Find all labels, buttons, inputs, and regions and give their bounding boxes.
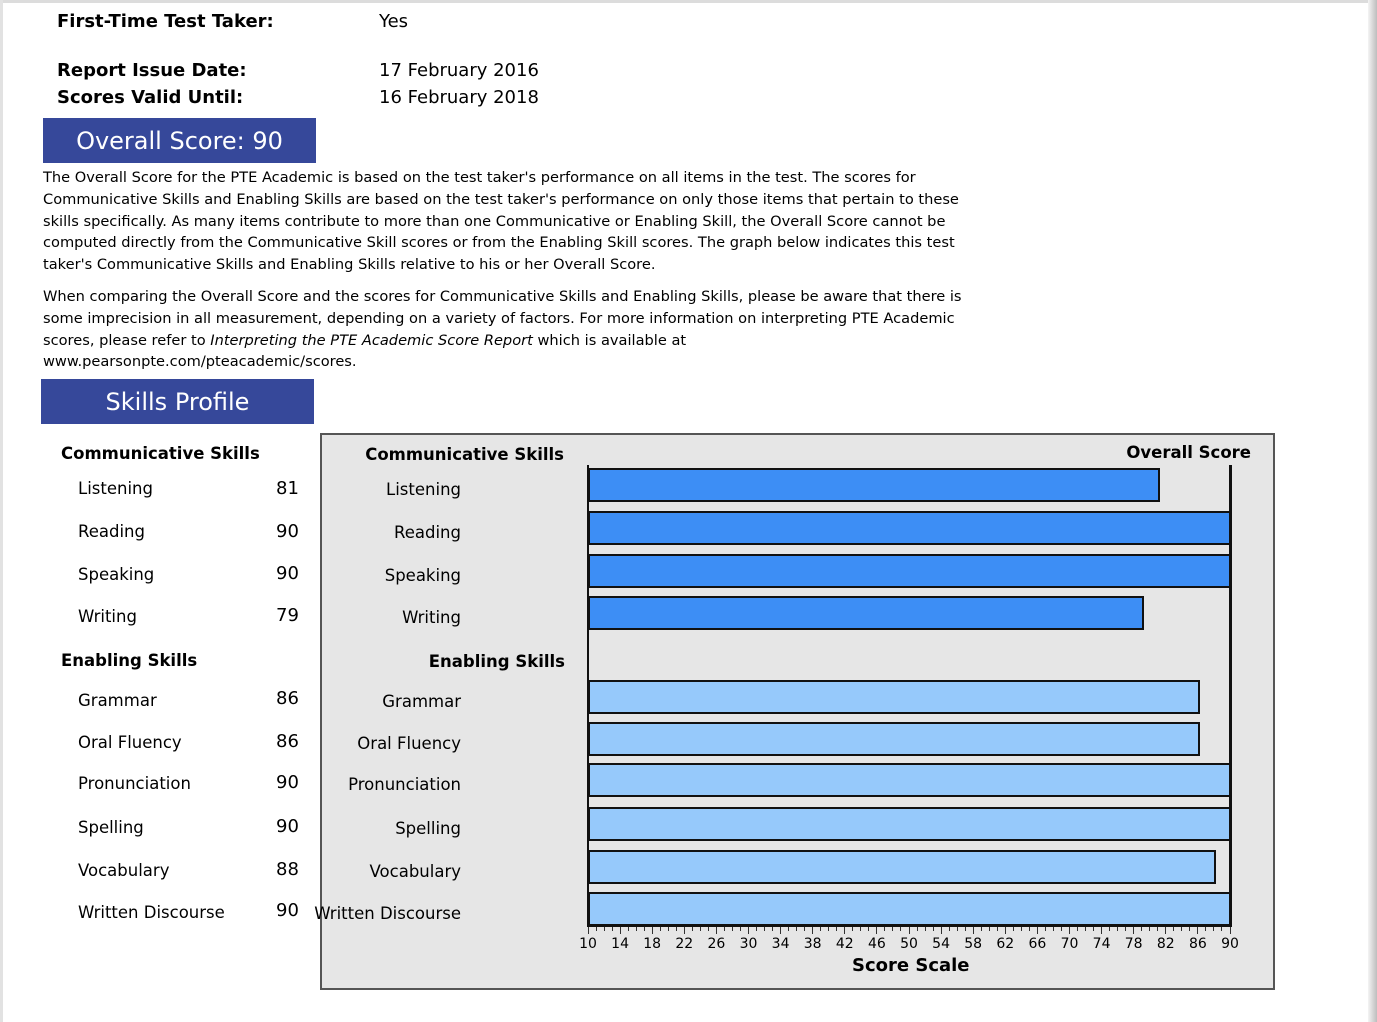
x-minor-tick	[1181, 927, 1182, 931]
x-minor-tick	[1213, 927, 1214, 931]
bar-oral-fluency	[588, 722, 1200, 756]
x-minor-tick	[1125, 927, 1126, 931]
skill-name-vocabulary: Vocabulary	[78, 861, 170, 880]
x-minor-tick	[1173, 927, 1174, 931]
x-minor-tick	[1085, 927, 1086, 931]
x-minor-tick	[1093, 927, 1094, 931]
x-minor-tick	[1205, 927, 1206, 931]
x-minor-tick	[676, 927, 677, 931]
x-major-tick	[844, 927, 845, 934]
score-report-guide-title: Interpreting the PTE Academic Score Report	[210, 331, 533, 349]
chart-label-pronunciation: Pronunciation	[348, 775, 461, 794]
x-minor-tick	[1109, 927, 1110, 931]
paragraph-2-text-b: which is available at www.pearsonpte.com/pteacademic/scores.	[43, 331, 687, 371]
x-minor-tick	[949, 927, 950, 931]
x-minor-tick	[989, 927, 990, 931]
skill-score-oral-fluency: 86	[276, 731, 299, 752]
chart-enabling-heading: Enabling Skills	[428, 652, 565, 671]
skill-score-writing: 79	[276, 605, 299, 626]
x-minor-tick	[692, 927, 693, 931]
x-minor-tick	[628, 927, 629, 931]
overall-paragraph-1: The Overall Score for the PTE Academic is based on the test taker's performance on all items in the test. The scores for Communicative Skills and Enabling Skills are based on the test taker's performance on only those items that pertain to these skills specifically. As many items contribute to more than one Communicative or Enabling Skill, the Overall Score cannot be computed directly from the Communicative Skill scores or from the Enabling Skill scores. The graph below indicates this test taker's Communicative Skills and Enabling Skills relative to his or her Overall Score.	[43, 169, 959, 274]
bar-written-discourse	[588, 892, 1232, 926]
chart-label-listening: Listening	[386, 480, 461, 499]
x-minor-tick	[644, 927, 645, 931]
chart-communicative-heading: Communicative Skills	[365, 445, 564, 464]
x-minor-tick	[1013, 927, 1014, 931]
x-major-tick	[812, 927, 813, 934]
x-minor-tick	[772, 927, 773, 931]
x-tick-label-82: 82	[1156, 936, 1175, 952]
x-minor-tick	[732, 927, 733, 931]
skill-name-pronunciation: Pronunciation	[78, 774, 191, 793]
x-minor-tick	[1157, 927, 1158, 931]
x-major-tick	[1101, 927, 1102, 934]
x-minor-tick	[708, 927, 709, 931]
overall-paragraph-2	[43, 286, 993, 373]
skill-score-listening: 81	[276, 478, 299, 499]
chart-label-reading: Reading	[394, 523, 461, 542]
paragraph-2-text-a: When comparing the Overall Score and the scores for Communicative Skills and Enabling Skills, please be aware that there is some imprecision in all measurement, depending on a variety of factors. For more information on interpreting PTE Academic scores, please refer to	[43, 288, 962, 349]
x-tick-label-30: 30	[739, 936, 758, 952]
x-major-tick	[1005, 927, 1006, 934]
skill-score-speaking: 90	[276, 563, 299, 584]
bar-writing	[588, 596, 1144, 630]
x-tick-label-46: 46	[867, 936, 886, 952]
x-minor-tick	[852, 927, 853, 931]
x-minor-tick	[836, 927, 837, 931]
x-tick-label-18: 18	[643, 936, 662, 952]
x-minor-tick	[668, 927, 669, 931]
page-right-edge	[1368, 0, 1377, 1022]
x-tick-label-66: 66	[1028, 936, 1047, 952]
x-minor-tick	[868, 927, 869, 931]
chart-x-axis-title: Score Scale	[852, 955, 970, 976]
x-major-tick	[1037, 927, 1038, 934]
bar-vocabulary	[588, 850, 1216, 884]
valid-until-value: 16 February 2018	[379, 87, 539, 108]
x-minor-tick	[636, 927, 637, 931]
x-minor-tick	[1045, 927, 1046, 931]
x-tick-label-10: 10	[579, 936, 597, 952]
x-minor-tick	[965, 927, 966, 931]
bar-reading	[588, 511, 1232, 545]
x-tick-label-86: 86	[1188, 936, 1207, 952]
x-minor-tick	[981, 927, 982, 931]
x-minor-tick	[1029, 927, 1030, 931]
x-major-tick	[1133, 927, 1134, 934]
x-major-tick	[1197, 927, 1198, 934]
x-minor-tick	[764, 927, 765, 931]
x-major-tick	[780, 927, 781, 934]
x-minor-tick	[917, 927, 918, 931]
x-tick-label-58: 58	[964, 936, 983, 952]
x-minor-tick	[1149, 927, 1150, 931]
x-minor-tick	[804, 927, 805, 931]
skill-name-listening: Listening	[78, 479, 153, 498]
issue-date-label: Report Issue Date:	[57, 60, 247, 81]
x-tick-label-14: 14	[611, 936, 630, 952]
bar-grammar	[588, 680, 1200, 714]
skill-score-spelling: 90	[276, 816, 299, 837]
x-minor-tick	[1021, 927, 1022, 931]
x-minor-tick	[1061, 927, 1062, 931]
chart-label-writing: Writing	[402, 608, 461, 627]
skill-score-written-discourse: 90	[276, 900, 299, 921]
x-major-tick	[1165, 927, 1166, 934]
first-time-label: First-Time Test Taker:	[57, 11, 274, 32]
skill-score-vocabulary: 88	[276, 859, 299, 880]
x-minor-tick	[997, 927, 998, 931]
x-minor-tick	[1221, 927, 1222, 931]
x-minor-tick	[925, 927, 926, 931]
x-tick-label-26: 26	[707, 936, 726, 952]
chart-label-speaking: Speaking	[384, 566, 461, 585]
bar-pronunciation	[588, 763, 1232, 797]
x-major-tick	[941, 927, 942, 934]
skill-score-pronunciation: 90	[276, 772, 299, 793]
skill-name-grammar: Grammar	[78, 691, 157, 710]
x-major-tick	[876, 927, 877, 934]
x-minor-tick	[892, 927, 893, 931]
x-minor-tick	[724, 927, 725, 931]
chart-label-oral-fluency: Oral Fluency	[357, 734, 461, 753]
x-major-tick	[652, 927, 653, 934]
bar-speaking	[588, 554, 1232, 588]
x-minor-tick	[957, 927, 958, 931]
x-minor-tick	[1117, 927, 1118, 931]
x-minor-tick	[1053, 927, 1054, 931]
x-minor-tick	[756, 927, 757, 931]
skills-chart	[314, 433, 1275, 990]
x-tick-label-42: 42	[835, 936, 854, 952]
enabling-skills-heading: Enabling Skills	[61, 651, 198, 670]
x-minor-tick	[660, 927, 661, 931]
x-tick-label-62: 62	[996, 936, 1015, 952]
skill-name-writing: Writing	[78, 607, 137, 626]
x-tick-label-74: 74	[1092, 936, 1111, 952]
skill-name-oral-fluency: Oral Fluency	[78, 733, 182, 752]
bar-listening	[588, 468, 1160, 502]
x-minor-tick	[612, 927, 613, 931]
x-minor-tick	[596, 927, 597, 931]
overall-score-line	[1229, 465, 1232, 927]
x-minor-tick	[860, 927, 861, 931]
x-minor-tick	[1189, 927, 1190, 931]
x-minor-tick	[828, 927, 829, 931]
issue-date-value: 17 February 2016	[379, 60, 539, 81]
valid-until-label: Scores Valid Until:	[57, 87, 244, 108]
x-major-tick	[909, 927, 910, 934]
x-tick-label-34: 34	[771, 936, 790, 952]
x-minor-tick	[900, 927, 901, 931]
x-minor-tick	[820, 927, 821, 931]
chart-label-spelling: Spelling	[395, 819, 461, 838]
x-tick-label-22: 22	[675, 936, 694, 952]
x-tick-label-78: 78	[1124, 936, 1143, 952]
chart-label-vocabulary: Vocabulary	[369, 862, 461, 881]
skills-profile-banner: Skills Profile	[41, 379, 314, 424]
skill-name-reading: Reading	[78, 522, 145, 541]
page-top-edge	[0, 0, 1377, 3]
x-major-tick	[588, 927, 589, 934]
skill-score-reading: 90	[276, 521, 299, 542]
x-major-tick	[1230, 927, 1231, 934]
x-tick-label-54: 54	[932, 936, 951, 952]
skill-name-speaking: Speaking	[78, 565, 155, 584]
x-minor-tick	[740, 927, 741, 931]
x-tick-label-70: 70	[1060, 936, 1079, 952]
chart-overall-score-label: Overall Score	[1126, 443, 1251, 462]
x-minor-tick	[933, 927, 934, 931]
skill-score-grammar: 86	[276, 688, 299, 709]
x-major-tick	[620, 927, 621, 934]
x-minor-tick	[788, 927, 789, 931]
x-major-tick	[684, 927, 685, 934]
x-minor-tick	[1141, 927, 1142, 931]
x-major-tick	[748, 927, 749, 934]
chart-label-written-discourse: Written Discourse	[314, 904, 461, 923]
x-major-tick	[1069, 927, 1070, 934]
overall-score-banner: Overall Score: 90	[43, 118, 316, 163]
x-minor-tick	[1077, 927, 1078, 931]
x-tick-label-38: 38	[803, 936, 822, 952]
skill-name-written-discourse: Written Discourse	[78, 903, 225, 922]
chart-label-grammar: Grammar	[382, 692, 461, 711]
bar-spelling	[588, 807, 1232, 841]
first-time-value: Yes	[379, 11, 409, 32]
x-major-tick	[716, 927, 717, 934]
x-minor-tick	[604, 927, 605, 931]
x-minor-tick	[796, 927, 797, 931]
x-major-tick	[973, 927, 974, 934]
skill-name-spelling: Spelling	[78, 818, 144, 837]
x-tick-label-90: 90	[1221, 936, 1239, 952]
x-tick-label-50: 50	[900, 936, 918, 952]
x-minor-tick	[884, 927, 885, 931]
communicative-skills-heading: Communicative Skills	[61, 444, 260, 463]
x-minor-tick	[700, 927, 701, 931]
page-left-edge	[0, 0, 3, 1022]
y-axis-line	[587, 465, 589, 927]
